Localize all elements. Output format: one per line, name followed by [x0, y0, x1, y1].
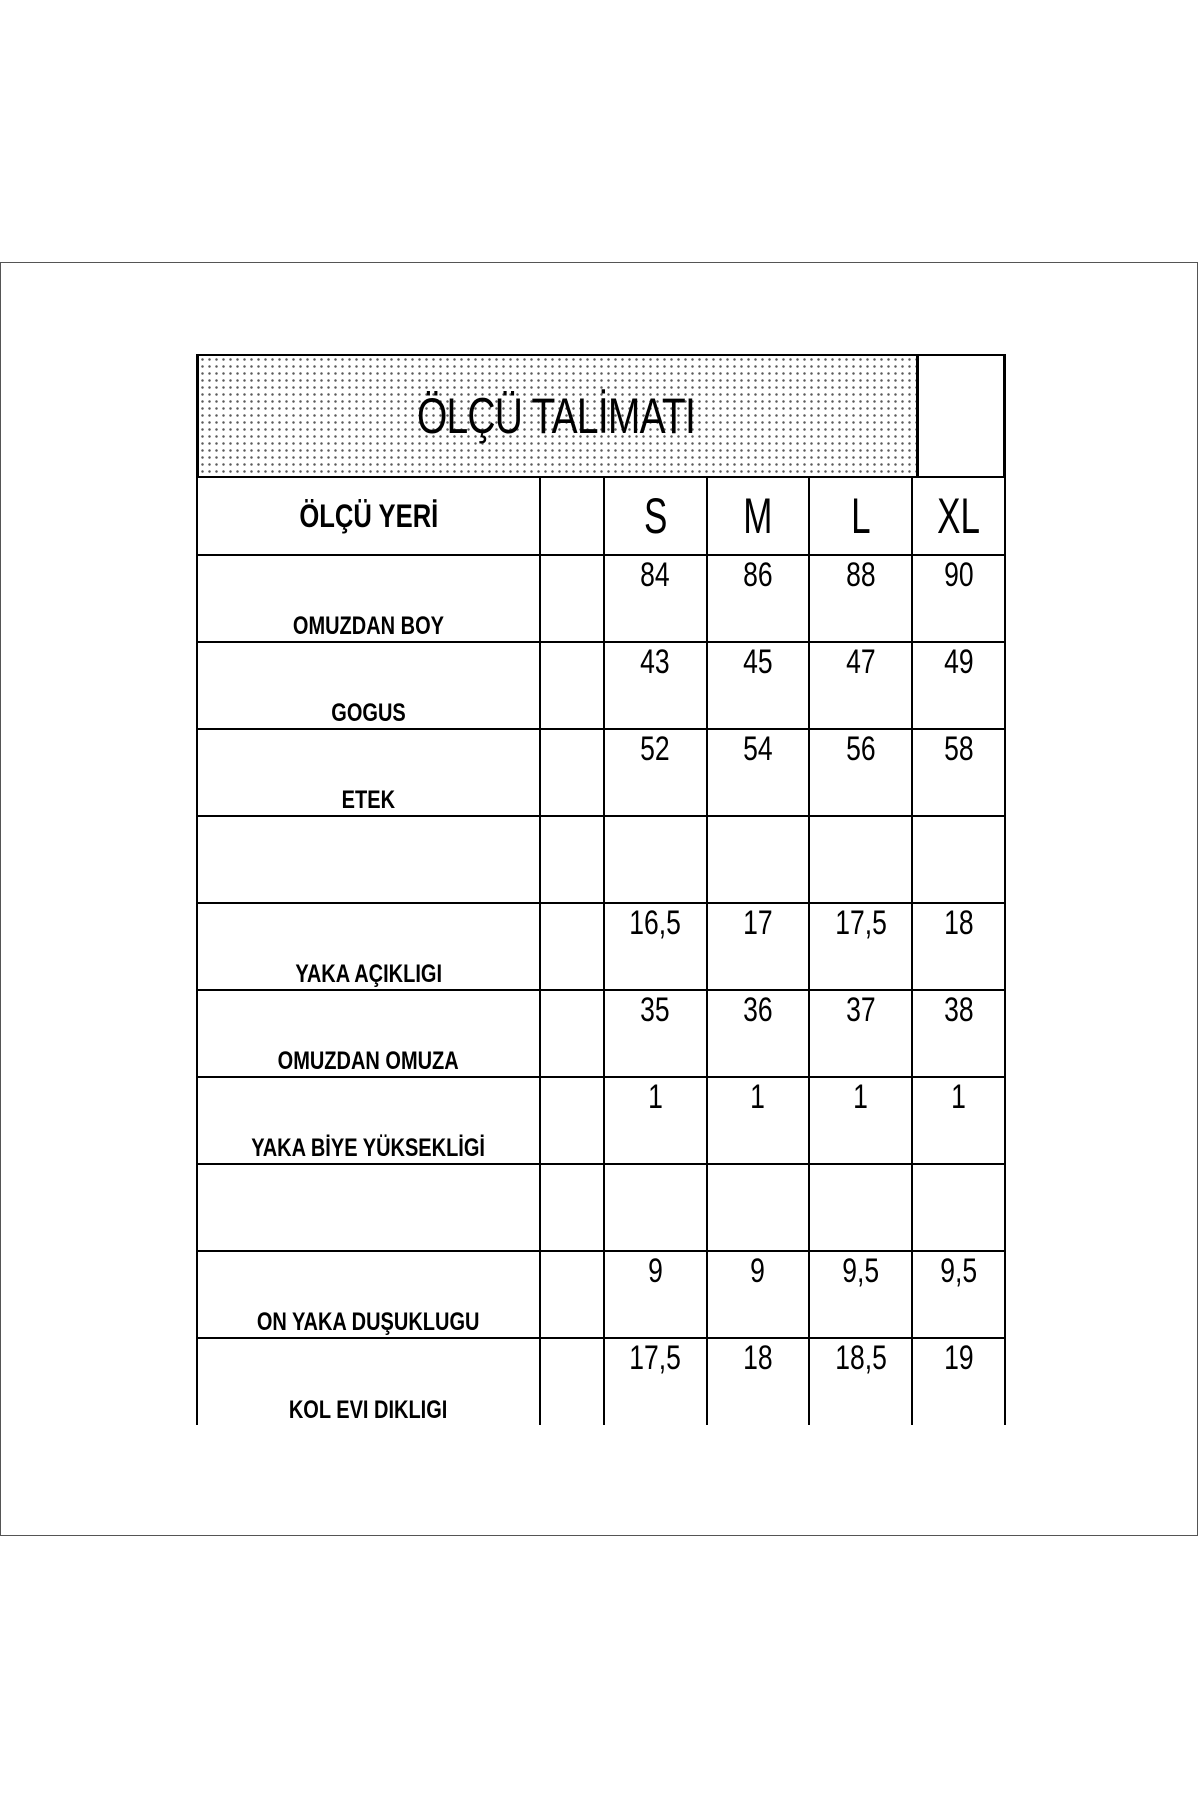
- value-cell: [604, 816, 707, 903]
- spacer-cell: [540, 816, 604, 903]
- value-cell: 17,5: [809, 903, 912, 990]
- chart-title: ÖLÇÜ TALİMATI: [416, 388, 696, 444]
- spacer-cell: [540, 1164, 604, 1251]
- header-size-l: L: [809, 477, 912, 555]
- value-cell: 17,5: [604, 1338, 707, 1425]
- value-cell: 17: [707, 903, 810, 990]
- value-cell: 88: [809, 555, 912, 642]
- spacer-cell: [540, 1338, 604, 1425]
- value-cell: 18: [912, 903, 1005, 990]
- value-cell: 84: [604, 555, 707, 642]
- value-cell: 58: [912, 729, 1005, 816]
- spacer-cell: [540, 555, 604, 642]
- spacer-cell: [540, 642, 604, 729]
- value-cell: 37: [809, 990, 912, 1077]
- header-spacer-cell: [540, 477, 604, 555]
- spacer-cell: [540, 990, 604, 1077]
- value-cell: 45: [707, 642, 810, 729]
- value-cell: 38: [912, 990, 1005, 1077]
- table-row: [197, 1164, 1005, 1251]
- value-cell: 49: [912, 642, 1005, 729]
- row-label: ON YAKA DUŞUKLUGU: [197, 1251, 540, 1338]
- table-row: [197, 1251, 1005, 1338]
- value-cell: 54: [707, 729, 810, 816]
- header-measurement-label: ÖLÇÜ YERİ: [197, 477, 540, 555]
- table-row: [197, 990, 1005, 1077]
- size-table: [196, 476, 1006, 1425]
- value-cell: [707, 816, 810, 903]
- value-cell: 9,5: [809, 1251, 912, 1338]
- value-cell: 86: [707, 555, 810, 642]
- value-cell: 9: [604, 1251, 707, 1338]
- value-cell: 9: [707, 1251, 810, 1338]
- value-cell: 18,5: [809, 1338, 912, 1425]
- table-row: [197, 1077, 1005, 1164]
- header-size-xl: XL: [912, 477, 1005, 555]
- row-label: KOL EVI DIKLIGI: [197, 1338, 540, 1425]
- row-label: [197, 816, 540, 903]
- value-cell: [809, 1164, 912, 1251]
- value-cell: 47: [809, 642, 912, 729]
- value-cell: 1: [912, 1077, 1005, 1164]
- row-label: OMUZDAN BOY: [197, 555, 540, 642]
- title-corner-cell: [916, 354, 1006, 478]
- row-label: [197, 1164, 540, 1251]
- value-cell: 16,5: [604, 903, 707, 990]
- header-size-m: M: [707, 477, 810, 555]
- value-cell: 19: [912, 1338, 1005, 1425]
- header-size-s: S: [604, 477, 707, 555]
- row-label: OMUZDAN OMUZA: [197, 990, 540, 1077]
- value-cell: 1: [707, 1077, 810, 1164]
- table-row: [197, 555, 1005, 642]
- spacer-cell: [540, 1251, 604, 1338]
- spacer-cell: [540, 1077, 604, 1164]
- table-row: [197, 903, 1005, 990]
- table-row: [197, 729, 1005, 816]
- value-cell: 1: [604, 1077, 707, 1164]
- header-row: [197, 477, 1005, 555]
- value-cell: [604, 1164, 707, 1251]
- value-cell: [707, 1164, 810, 1251]
- value-cell: 56: [809, 729, 912, 816]
- table-row: [197, 816, 1005, 903]
- row-label: YAKA BİYE YÜKSEKLİGİ: [197, 1077, 540, 1164]
- value-cell: 90: [912, 555, 1005, 642]
- table-row: [197, 1338, 1005, 1425]
- value-cell: 1: [809, 1077, 912, 1164]
- table-row: [197, 642, 1005, 729]
- value-cell: 35: [604, 990, 707, 1077]
- spacer-cell: [540, 729, 604, 816]
- value-cell: 18: [707, 1338, 810, 1425]
- size-chart: [196, 354, 1006, 1422]
- value-cell: 52: [604, 729, 707, 816]
- value-cell: 9,5: [912, 1251, 1005, 1338]
- row-label: YAKA AÇIKLIGI: [197, 903, 540, 990]
- row-label: ETEK: [197, 729, 540, 816]
- value-cell: [809, 816, 912, 903]
- value-cell: 43: [604, 642, 707, 729]
- value-cell: 36: [707, 990, 810, 1077]
- value-cell: [912, 816, 1005, 903]
- row-label: GOGUS: [197, 642, 540, 729]
- spacer-cell: [540, 903, 604, 990]
- value-cell: [912, 1164, 1005, 1251]
